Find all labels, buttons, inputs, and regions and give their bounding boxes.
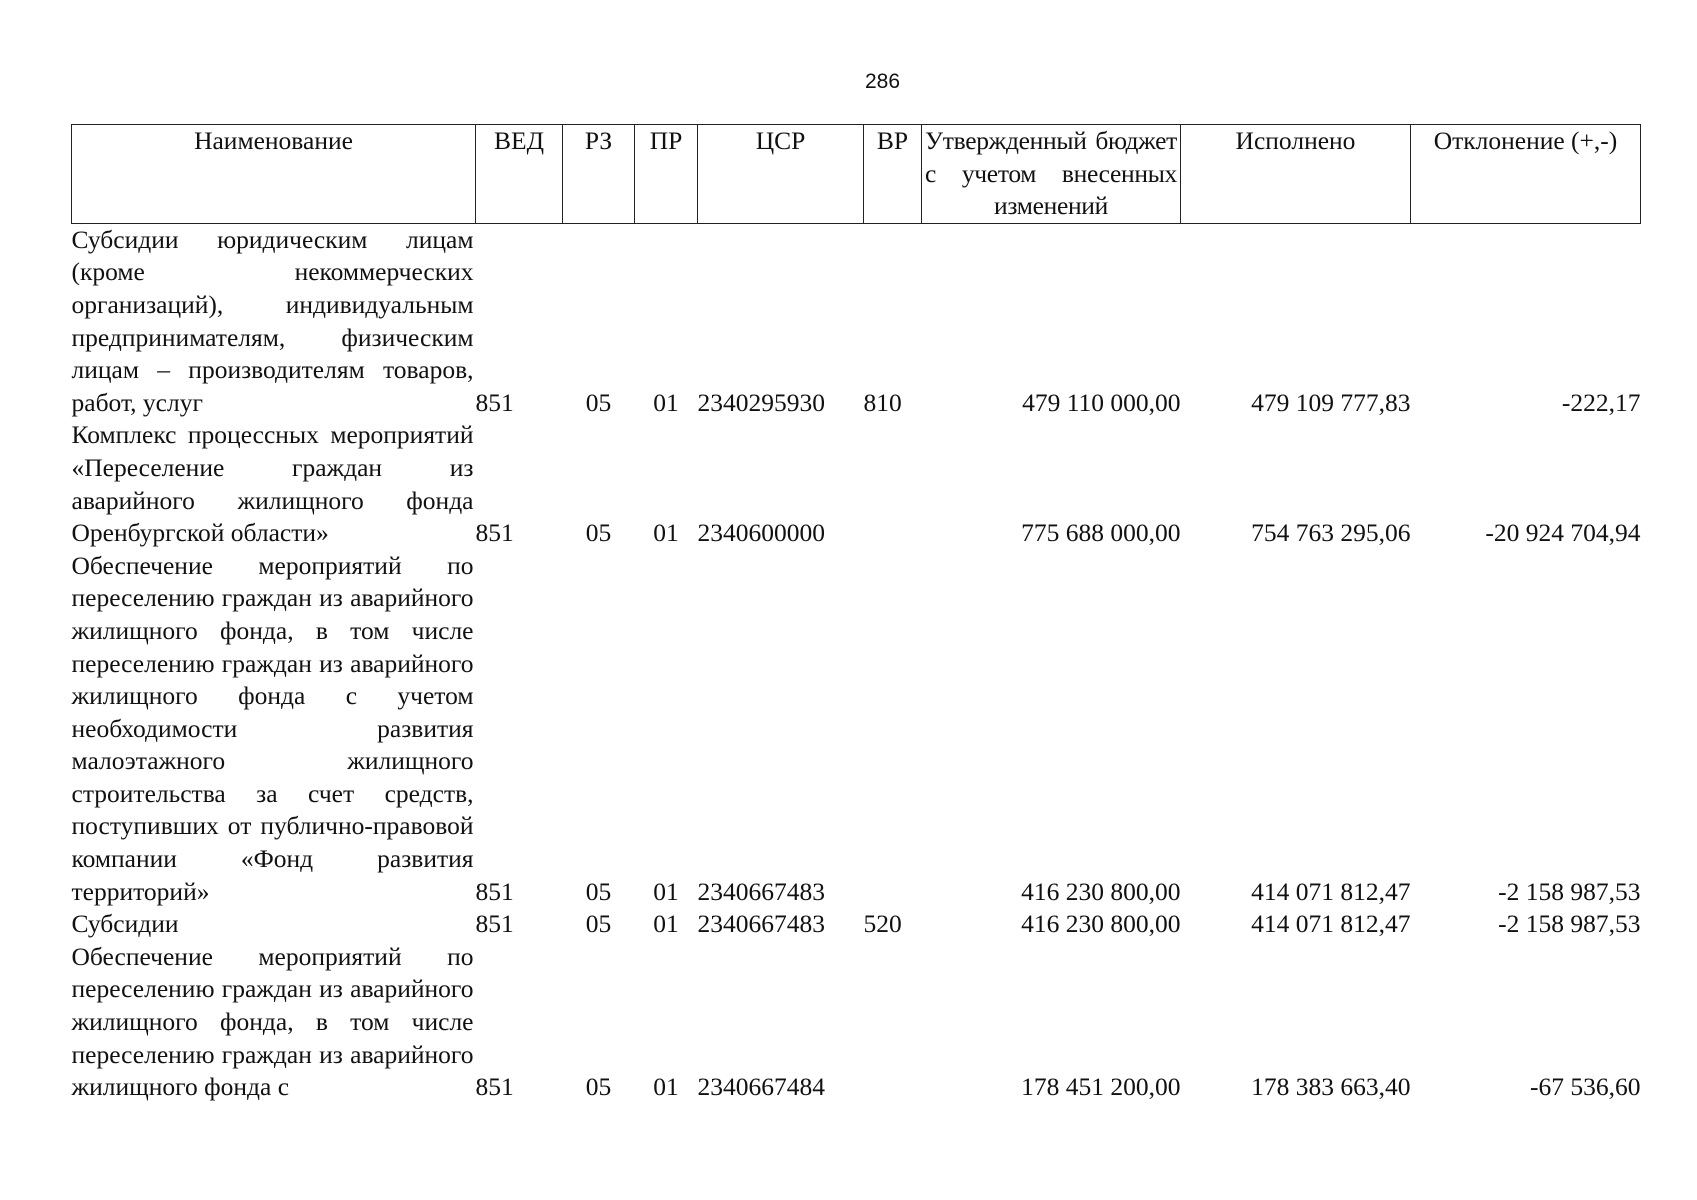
- row-name: Обеспечение мероприятий по переселению граждан из аварийного жилищного фонда, в том числе переселению граждан из аварийного жилищного фонда с учетом необходимости развития малоэтажного жилищного строительства за счет средств, поступивших от публично-правовой компании «Фонд развития территорий»: [71, 550, 474, 906]
- row-executed: 754 763 295,06: [1251, 518, 1411, 548]
- row-vr: [864, 941, 922, 1104]
- row-rz: 05: [585, 518, 612, 548]
- row-pr: 01: [653, 909, 679, 939]
- row-ved: 851: [475, 1072, 514, 1102]
- table-row: [72, 908, 1641, 941]
- table-row: [72, 419, 1641, 549]
- row-csr: 2340667483: [697, 909, 825, 939]
- header-csr: ЦСР: [698, 125, 864, 224]
- header-executed: Исполнено: [1181, 125, 1411, 224]
- row-rz: 05: [585, 909, 612, 939]
- row-vr: [864, 419, 922, 549]
- row-deviation: -20 924 704,94: [1485, 518, 1641, 548]
- header-deviation: Отклонение (+,-): [1411, 125, 1641, 224]
- header-approved-budget: [922, 125, 1181, 224]
- row-rz: 05: [585, 387, 612, 417]
- row-name: Субсидии юридическим лицам (кроме некоммерческих организаций), индивидуальным предпринимателям, физическим лицам – производителям товаров, работ, услуг: [71, 224, 474, 417]
- row-executed: 178 383 663,40: [1251, 1072, 1411, 1102]
- row-name: Обеспечение мероприятий по переселению граждан из аварийного жилищного фонда, в том числе переселению граждан из аварийного жилищного фонда с: [71, 941, 474, 1102]
- row-name: Комплекс процессных мероприятий «Переселение граждан из аварийного жилищного фонда Оренбургской области»: [71, 420, 474, 548]
- row-approved: 178 451 200,00: [1021, 1072, 1181, 1102]
- row-deviation: -2 158 987,53: [1498, 909, 1641, 939]
- row-pr: 01: [653, 876, 679, 906]
- row-pr: 01: [653, 518, 679, 548]
- row-csr: 2340667484: [697, 1072, 825, 1102]
- row-csr: 2340600000: [697, 518, 825, 548]
- row-csr: 2340295930: [697, 387, 825, 417]
- row-deviation: -67 536,60: [1530, 1072, 1641, 1102]
- row-executed: 414 071 812,47: [1251, 909, 1411, 939]
- row-rz: 05: [585, 1072, 612, 1102]
- budget-execution-table: [71, 124, 1641, 1104]
- row-vr: [864, 550, 922, 909]
- row-ved: 851: [475, 876, 514, 906]
- header-ved: ВЕД: [476, 125, 563, 224]
- row-ved: 851: [475, 909, 514, 939]
- table-row: [72, 223, 1641, 419]
- row-executed: 479 109 777,83: [1251, 387, 1411, 417]
- row-pr: 01: [653, 1072, 679, 1102]
- table-header-row: [72, 125, 1641, 224]
- table-row: [72, 550, 1641, 909]
- row-approved: 479 110 000,00: [1022, 387, 1181, 417]
- row-name: Субсидии: [71, 909, 179, 939]
- row-vr: 520: [863, 909, 902, 939]
- row-deviation: -222,17: [1561, 387, 1641, 417]
- row-pr: 01: [653, 387, 679, 417]
- table-row: [72, 941, 1641, 1104]
- row-ved: 851: [475, 387, 514, 417]
- row-csr: 2340667483: [697, 876, 825, 906]
- row-executed: 414 071 812,47: [1251, 876, 1411, 906]
- row-approved: 775 688 000,00: [1021, 518, 1181, 548]
- page-number: 286: [864, 70, 901, 93]
- row-rz: 05: [585, 876, 612, 906]
- row-approved: 416 230 800,00: [1021, 876, 1181, 906]
- row-approved: 416 230 800,00: [1021, 909, 1181, 939]
- table-header: [72, 125, 1641, 224]
- header-name: Наименование: [72, 125, 476, 224]
- header-approved-budget-text: Утвержденный бюджет с учетом внесенных изменений: [925, 126, 1177, 221]
- header-rz: РЗ: [563, 125, 635, 224]
- header-pr: ПР: [635, 125, 698, 224]
- row-vr: 810: [863, 387, 902, 417]
- table-body: [72, 223, 1641, 1104]
- row-ved: 851: [475, 518, 514, 548]
- row-deviation: -2 158 987,53: [1498, 876, 1641, 906]
- header-vr: ВР: [864, 125, 922, 224]
